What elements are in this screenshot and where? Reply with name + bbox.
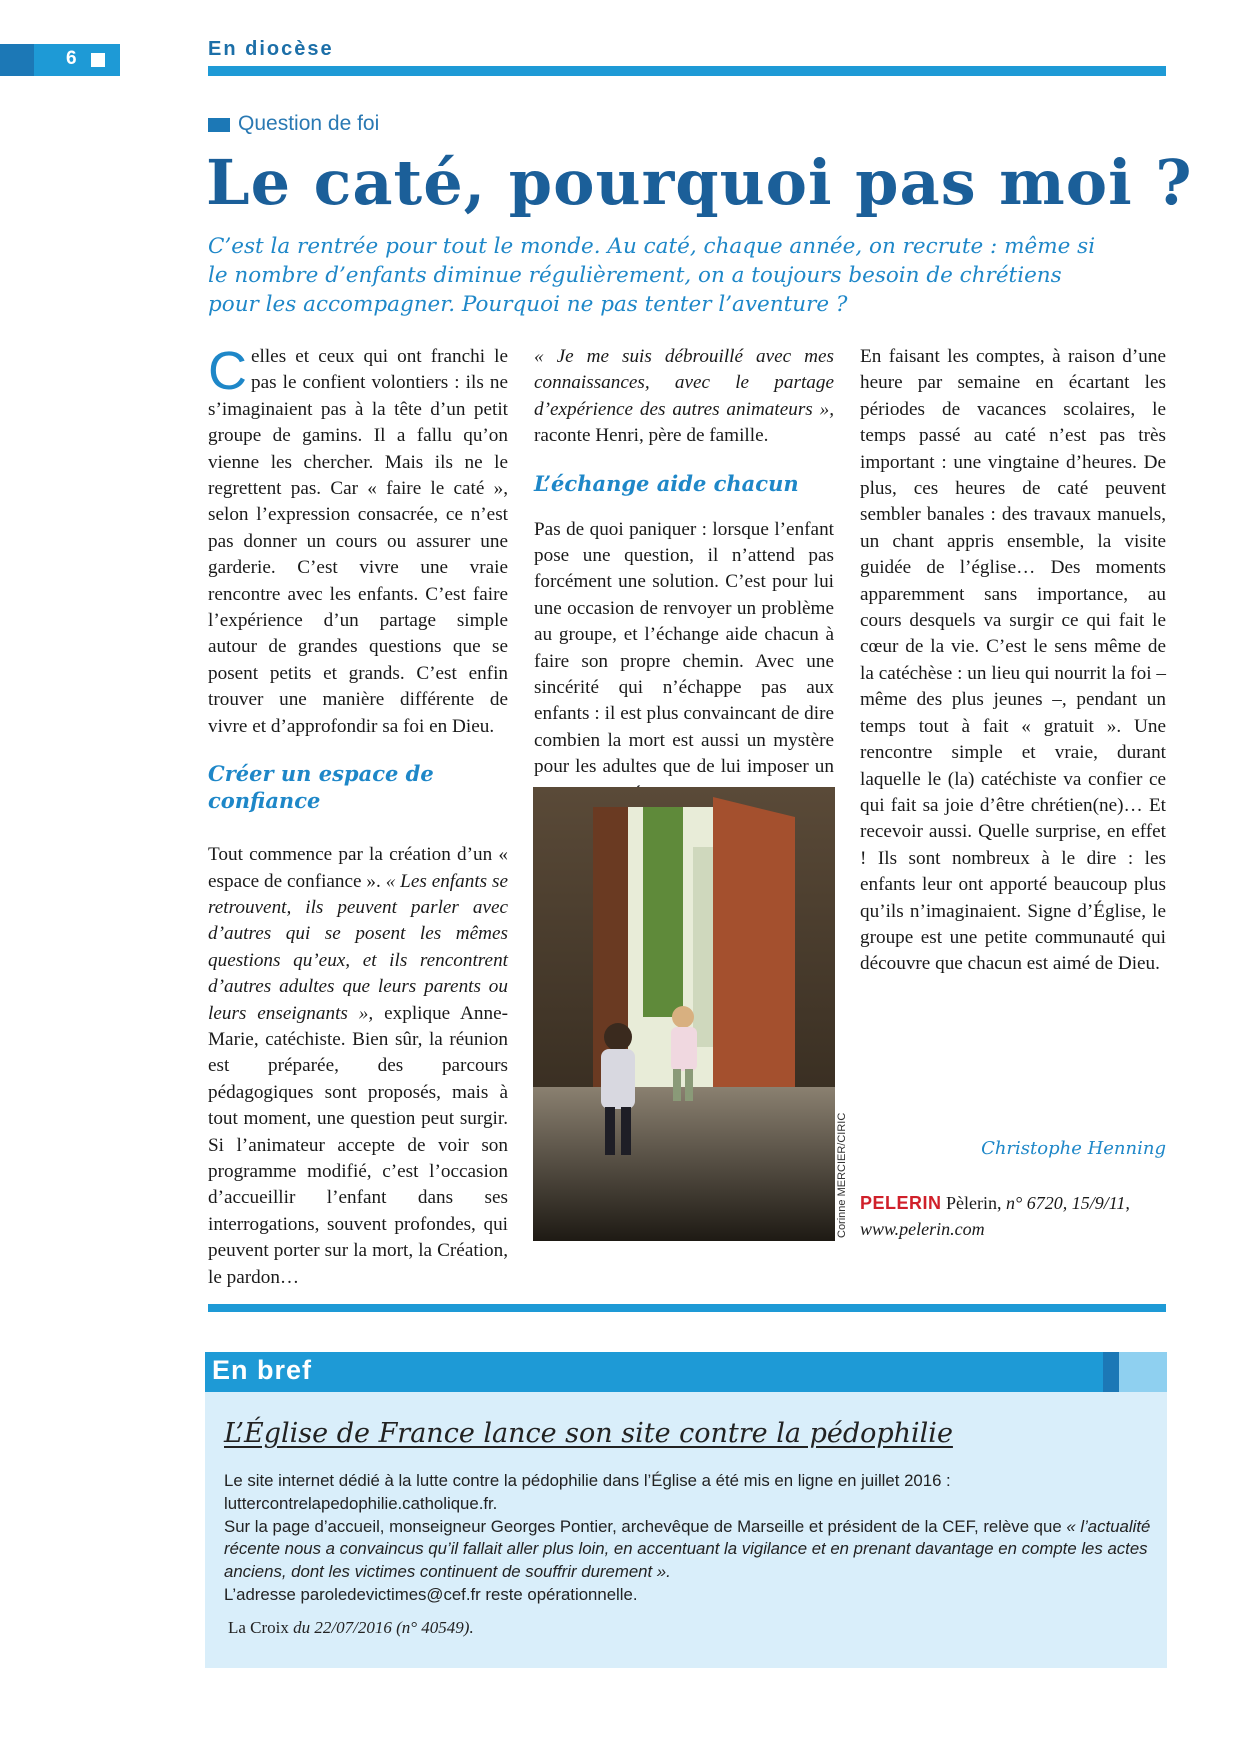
paragraph-echange: Pas de quoi paniquer : lorsque l’enfant pose une question, il n’attend pas forcément une solution. C’est pour lui une occasion de renvoyer un problème au groupe, et l’échange aide chacun à faire son propre chemin. Avec une sincérité qui n’échappe pas aux enfants : il est plus convaincant de dire combien la mort est aussi un mystère pour les adultes que de lui imposer un [534,518,834,778]
brief-bar-accent-light [1119,1352,1167,1392]
brief-source [228,1618,474,1638]
brief-bar-accent-dark [1103,1352,1119,1392]
brief-line-2-text: Sur la page d’accueil, monseigneur Georges Pontier, archevêque de Marseille et président de la CEF, relève que [224,1516,1062,1536]
photo-children-church-door [533,787,835,1241]
brief-source-name: La Croix [228,1618,289,1637]
article-column-3 [860,344,1166,978]
page-tab-dark [0,44,34,76]
page-square-icon [91,53,105,67]
brief-title: L’Église de France lance son site contre la pédophilie [224,1418,953,1449]
paragraph-henri [534,344,834,450]
article-author: Christophe Henning [981,1138,1166,1159]
article-source [860,1190,1166,1242]
page-number: 6 [66,48,77,69]
paragraph-confiance [208,842,508,1291]
header-rule [208,66,1166,76]
dropcap: C [208,341,247,401]
photo-credit: Corinne MERCIER/CIRIC [836,1112,848,1238]
brief-quote: « l’actualité récente nous a convaincus qu’il fallait aller plus loin, en accentuant la vigilance et en prenant davantage en compte les actes anciens, dont les victimes continuent de souffrir durement ». [224,1516,1151,1582]
brief-header-bar [205,1352,1103,1392]
bottom-rule [208,1304,1166,1312]
brief-label: En bref [212,1355,313,1385]
article-title: Le caté, pourquoi pas moi ? [206,146,1193,219]
intro-text: elles et ceux qui ont franchi le pas le confient volontiers : ils ne s’imaginaient pas à la tête d’un petit groupe de gamins. Il a fallu qu’on vienne les chercher. Mais ils ne le regrettent pas. Car « faire le caté », selon l’expression consacrée, ce n’est pas donner un cours ou assurer une garderie. C’est vivre une vraie rencontre avec les enfants. C’est faire l’expérience d’un partage simple autour de grandes questions que se posent petits et grands. C’est enfin trouver une manière différente de vivre et d’approfondir sa foi en Dieu. [208,346,508,737]
brief-line-2 [224,1516,1154,1584]
brief-source-ref: du 22/07/2016 (n° 40549). [293,1618,474,1637]
page-tab [0,44,120,76]
brief-body [224,1470,1154,1607]
subhead-confiance: Créer un espace de confiance [208,761,434,814]
paragraph-intro [208,341,508,740]
paragraph-comptes: En faisant les comptes, à raison d’une heure par semaine en écartant les périodes de vacances scolaires, le temps passé au caté n’est pas très important : une vingtaine d’heures. De plus, ces heures de caté peuvent sembler banales : des travaux manuels, un chant appris ensemble, la visite guidée de l’église… Des moments apparemment sans importance, au cours desquels va surgir ce qui fait le cœur de la vie. C’est le sens même de la catéchèse : un lieu qui nourrit la foi – même des plus jeunes –, pendant un temps tout à fait « gratuit ». Une rencontre simple et vraie, durant laquelle le (la) catéchiste va confier ce qui fait sa joie d’être chrétien(ne)… Et recevoir aussi. Quelle surprise, en effet ! Ils sont nombreux à le dire : les enfants leur ont apporté beaucoup plus qu’ils n’imaginaient. Signe d’Église, le groupe est une petite communauté qui découvre que chacun est aimé de Dieu. [860,346,1166,975]
source-ref: n° 6720, 15/9/11, www.pelerin.com [860,1193,1130,1239]
pelerin-logo: PELERIN [860,1193,942,1213]
article-column-2 [534,344,834,807]
source-name: Pèlerin, [946,1193,1002,1213]
section-label: En diocèse [208,38,334,60]
quote-henri: « Je me suis débrouillé avec mes connaissances, avec le partage d’expérience des autres animateurs », [534,346,834,420]
confiance-text-end: explique Anne-Marie, catéchiste. Bien sûr, la réunion est préparée, des parcours pédagogiques sont proposés, mais à tout moment, une question peut surgir. Si l’animateur accepte de voir son programme modifié, c’est l’occasion d’accueillir l’enfant dans ses interrogations, souvent profondes, qui peuvent porter sur la mort, la Création, le pardon… [208,1002,508,1288]
subhead-echange: L’échange aide chacun [534,470,799,496]
article-lead: C’est la rentrée pour tout le monde. Au caté, chaque année, on recrute : même si le nombre d’enfants diminue régulièrement, on a toujours besoin de chrétiens pour les accompagner. Pourquoi ne pas tenter l’aventure ? [208,234,1096,317]
brief-line-3: L’adresse paroledevictimes@cef.fr reste opérationnelle. [224,1584,638,1604]
rubric-square-icon [208,118,230,132]
confiance-text-start: Tout commence par la création d’un « espace de confiance ». [208,844,508,892]
article-column-1 [208,341,508,1291]
rubric: Question de foi [238,112,380,135]
brief-line-1: Le site internet dédié à la lutte contre la pédophilie dans l’Église a été mis en ligne en juillet 2016 : luttercontrelapedophilie.catholique.fr. [224,1471,951,1513]
quote-anne-marie: « Les enfants se retrouvent, ils peuvent parler avec d’autres qui se posent les mêmes questions qu’eux, et ils rencontrent d’autres adultes que leurs parents ou leurs enseignants », [208,870,508,1024]
henri-attribution: raconte Henri, père de famille. [534,425,769,447]
